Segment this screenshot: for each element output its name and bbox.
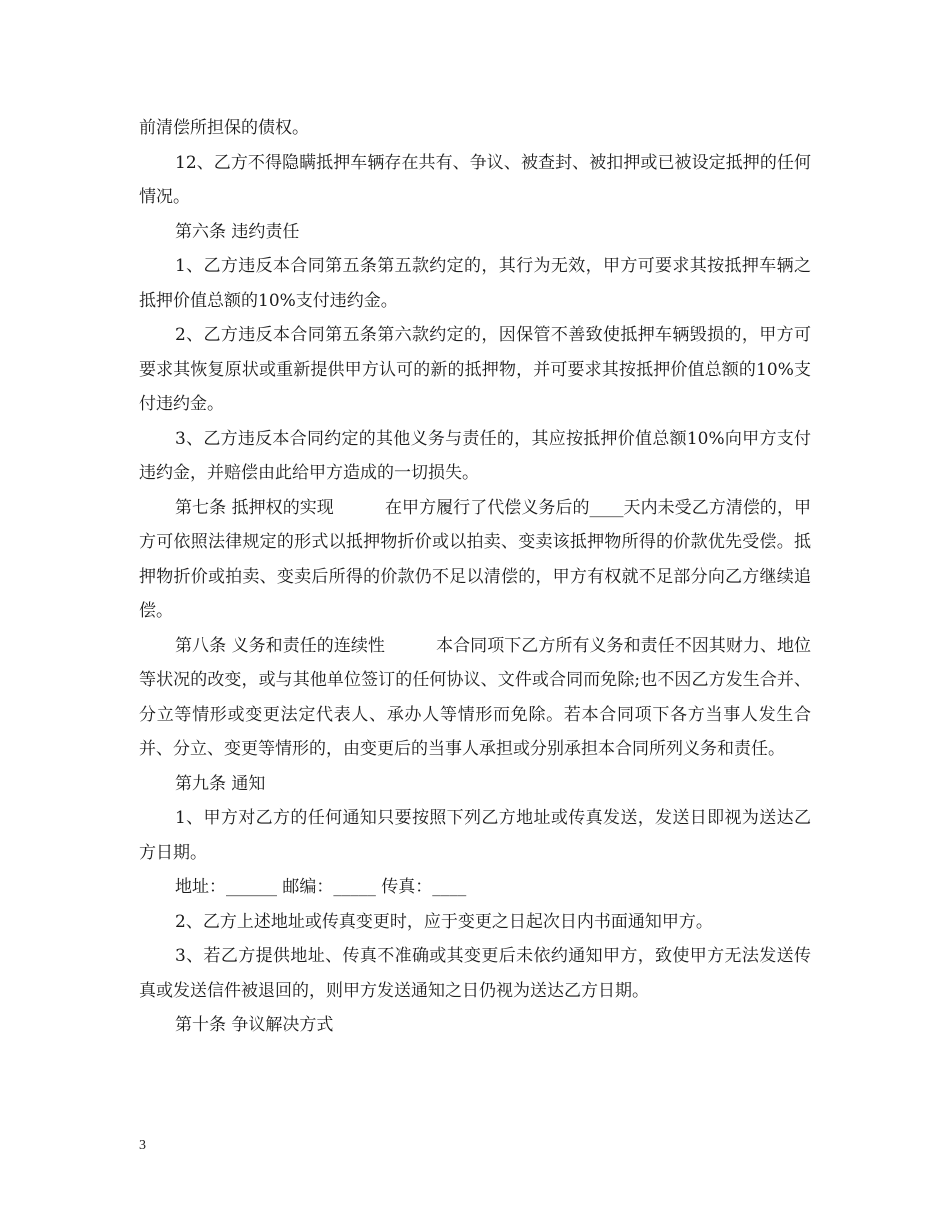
clause-9-address-line: 地址：______ 邮编：_____ 传真：____ [175, 877, 467, 897]
article-9-heading: 第九条 通知 [175, 773, 266, 794]
clause-6-2: 2、乙方违反本合同第五条第六款约定的，因保管不善致使抵押车辆毁损的，甲方可要求其恢复原状或重新提供甲方认可的新的抵押物，并可要求其按抵押价值总额的10%支付违约金。 [139, 325, 811, 414]
clause-6-1: 1、乙方违反本合同第五条第五款约定的，其行为无效，甲方可要求其按抵押车辆之抵押价值总额的10%支付违约金。 [139, 256, 811, 311]
clause-9-3: 3、若乙方提供地址、传真不准确或其变更后未依约通知甲方，致使甲方无法发送传真或发送信件被退回的，则甲方发送通知之日仍视为送达乙方日期。 [139, 946, 811, 1001]
clause-9-1: 1、甲方对乙方的任何通知只要按照下列乙方地址或传真发送，发送日即视为送达乙方日期。 [139, 808, 811, 863]
document-body [139, 111, 811, 1043]
article-7: 第七条 抵押权的实现 在甲方履行了代偿义务后的____天内未受乙方清偿的，甲方可依照法律规定的形式以抵押物折价或以拍卖、变卖该抵押物所得的价款优先受偿。抵押物折价或拍卖、变卖后所得的价款仍不足以清偿的，甲方有权就不足部分向乙方继续追偿。 [139, 497, 811, 621]
article-8: 第八条 义务和责任的连续性 本合同项下乙方所有义务和责任不因其财力、地位等状况的改变，或与其他单位签订的任何协议、文件或合同而免除;也不因乙方发生合并、分立等情形或变更法定代表人、承办人等情形而免除。若本合同项下各方当事人发生合并、分立、变更等情形的，由变更后的当事人承担或分别承担本合同所列义务和责任。 [139, 635, 811, 759]
page-number: 3 [139, 1138, 146, 1153]
clause-6-3: 3、乙方违反本合同约定的其他义务与责任的，其应按抵押价值总额10%向甲方支付违约金，并赔偿由此给甲方造成的一切损失。 [139, 428, 811, 483]
clause-5-12: 12、乙方不得隐瞒抵押车辆存在共有、争议、被查封、被扣押或已被设定抵押的任何情况。 [139, 152, 811, 207]
clause-9-2: 2、乙方上述地址或传真变更时，应于变更之日起次日内书面通知甲方。 [175, 911, 713, 932]
paragraph-continued: 前清偿所担保的债权。 [139, 118, 309, 138]
article-10-heading: 第十条 争议解决方式 [175, 1015, 334, 1035]
article-6-heading: 第六条 违约责任 [175, 221, 300, 242]
